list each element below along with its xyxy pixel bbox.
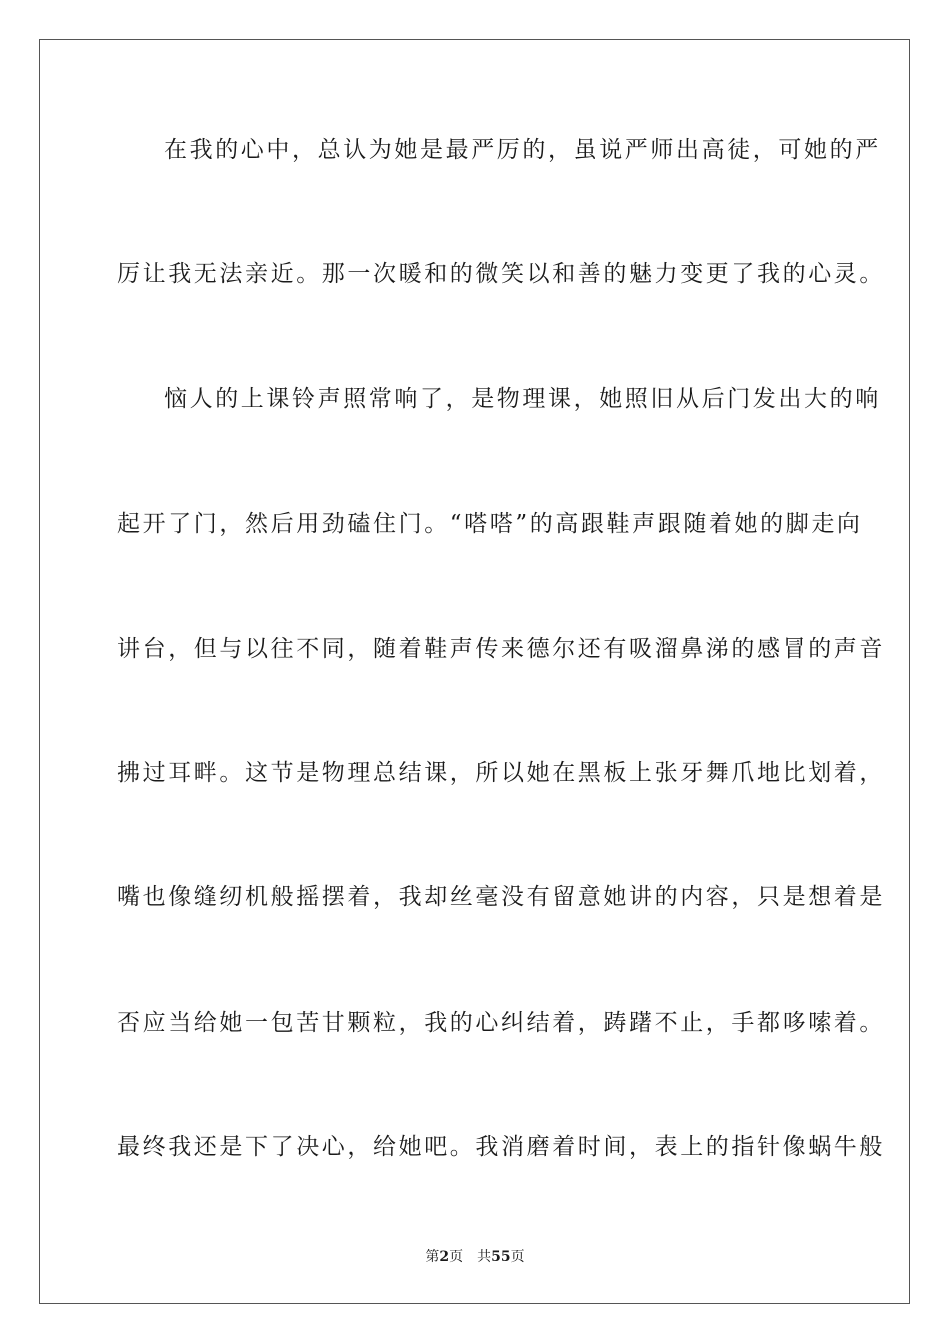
text-line: 在我的心中，总认为她是最严厉的，虽说严师出高徒，可她的严 xyxy=(164,137,881,163)
total-pages: 55 xyxy=(491,1249,511,1265)
text-line: 恼人的上课铃声照常响了，是物理课，她照旧从后门发出大的响 xyxy=(164,386,881,412)
text-line: 讲台，但与以往不同，随着鞋声传来德尔还有吸溜鼻涕的感冒的声音 xyxy=(117,636,885,662)
total-prefix: 共 xyxy=(477,1249,492,1265)
page-border xyxy=(39,39,910,1304)
page-suffix: 页 xyxy=(449,1249,464,1265)
text-line: 否应当给她一包苦甘颗粒，我的心纠结着，踌躇不止，手都哆嗦着。 xyxy=(117,1010,885,1036)
text-line: 起开了门，然后用劲磕住门。“嗒嗒”的高跟鞋声跟随着她的脚走向 xyxy=(117,511,863,537)
text-line: 拂过耳畔。这节是物理总结课，所以她在黑板上张牙舞爪地比划着， xyxy=(117,760,885,786)
page-footer xyxy=(0,1248,950,1266)
total-suffix: 页 xyxy=(510,1249,525,1265)
text-line: 最终我还是下了决心，给她吧。我消磨着时间，表上的指针像蜗牛般 xyxy=(117,1134,885,1160)
page-prefix: 第 xyxy=(425,1249,440,1265)
text-line: 嘴也像缝纫机般摇摆着，我却丝毫没有留意她讲的内容，只是想着是 xyxy=(117,884,885,910)
page-number: 2 xyxy=(439,1249,450,1265)
text-line: 厉让我无法亲近。那一次暖和的微笑以和善的魅力变更了我的心灵。 xyxy=(117,261,885,287)
